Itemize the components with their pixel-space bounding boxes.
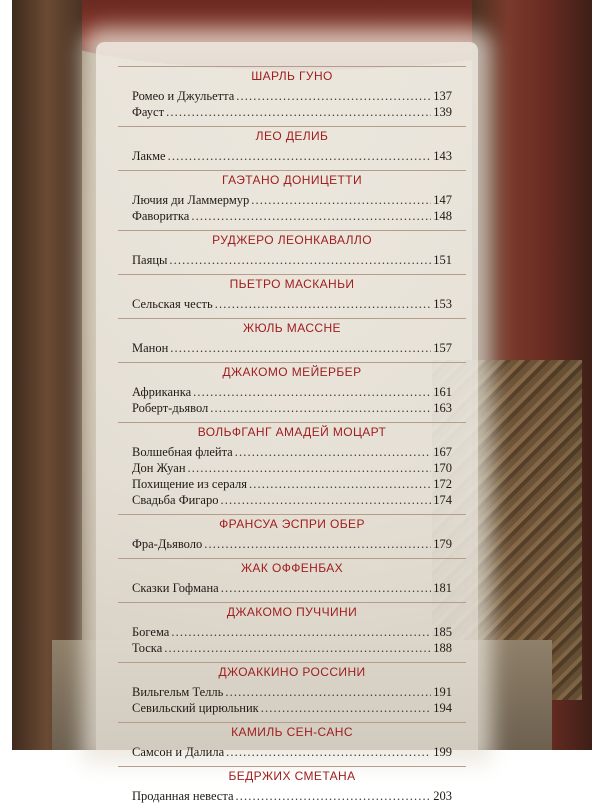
dot-leader [164,640,431,656]
dot-leader [236,88,431,104]
page-number: 194 [433,701,452,715]
composer-heading: ЛЕО ДЕЛИБ [118,126,466,145]
page-number: 157 [433,341,452,355]
composer-heading: БЕДРЖИХ СМЕТАНА [118,766,466,785]
page-number: 174 [433,493,452,507]
opera-title: Проданная невеста [132,789,234,803]
opera-title: Богема [132,625,170,639]
dot-leader [215,296,432,312]
composer-heading: ЖАК ОФФЕНБАХ [118,558,466,577]
page-number: 153 [433,297,452,311]
toc-entry[interactable] [132,208,452,224]
opera-title: Волшебная флейта [132,445,233,459]
opera-title: Фаворитка [132,209,190,223]
dot-leader [225,684,431,700]
page-number: 161 [433,385,452,399]
opera-title: Свадьба Фигаро [132,493,219,507]
dot-leader [204,536,431,552]
toc-entry[interactable] [132,624,452,640]
opera-title: Манон [132,341,169,355]
toc-entry[interactable] [132,684,452,700]
toc-entry[interactable] [132,88,452,104]
opera-title: Фауст [132,105,165,119]
page-number: 148 [433,209,452,223]
toc-entry[interactable] [132,444,452,460]
page-number: 163 [433,401,452,415]
dot-leader [226,744,431,760]
opera-title: Африканка [132,385,192,399]
toc-entry[interactable] [132,492,452,508]
dot-leader [191,208,431,224]
opera-title: Самсон и Далила [132,745,225,759]
opera-title: Тоска [132,641,163,655]
dot-leader [188,460,432,476]
stage-curtain-left [12,0,82,750]
toc-entry[interactable] [132,476,452,492]
toc-entry[interactable] [132,788,452,804]
dot-leader [261,700,432,716]
opera-title: Роберт-дьявол [132,401,209,415]
opera-title: Сельская честь [132,297,213,311]
dot-leader [221,580,432,596]
opera-title: Вильгельм Телль [132,685,224,699]
page-number: 185 [433,625,452,639]
toc-entry[interactable] [132,340,452,356]
opera-title: Ромео и Джульетта [132,89,235,103]
toc-entry[interactable] [132,400,452,416]
page-number: 203 [433,789,452,803]
toc-entry[interactable] [132,580,452,596]
dot-leader [210,400,431,416]
toc-entry[interactable] [132,700,452,716]
toc-entry[interactable] [132,296,452,312]
page-number: 188 [433,641,452,655]
composer-heading: ДЖАКОМО МЕЙЕРБЕР [118,362,466,381]
toc-entry[interactable] [132,744,452,760]
opera-title: Дон Жуан [132,461,186,475]
dot-leader [236,788,432,804]
composer-heading: ШАРЛЬ ГУНО [118,66,466,85]
toc-entry[interactable] [132,384,452,400]
opera-title: Лакме [132,149,166,163]
table-of-contents [132,66,452,804]
dot-leader [171,624,431,640]
composer-heading: ФРАНСУА ЭСПРИ ОБЕР [118,514,466,533]
page-number: 151 [433,253,452,267]
composer-heading: РУДЖЕРО ЛЕОНКАВАЛЛО [118,230,466,249]
page-number: 167 [433,445,452,459]
toc-entry[interactable] [132,148,452,164]
page-number: 199 [433,745,452,759]
toc-entry[interactable] [132,640,452,656]
dot-leader [168,148,432,164]
dot-leader [193,384,431,400]
page-number: 170 [433,461,452,475]
toc-entry[interactable] [132,192,452,208]
page-number: 179 [433,537,452,551]
dot-leader [235,444,432,460]
toc-entry[interactable] [132,252,452,268]
page-number: 172 [433,477,452,491]
page-number: 137 [433,89,452,103]
composer-heading: ДЖАКОМО ПУЧЧИНИ [118,602,466,621]
dot-leader [170,340,431,356]
page-number: 139 [433,105,452,119]
opera-title: Сказки Гофмана [132,581,219,595]
composer-heading: ВОЛЬФГАНГ АМАДЕЙ МОЦАРТ [118,422,466,441]
toc-entry[interactable] [132,460,452,476]
page-number: 181 [433,581,452,595]
dot-leader [220,492,431,508]
opera-title: Севильский цирюльник [132,701,259,715]
composer-heading: ДЖОАККИНО РОССИНИ [118,662,466,681]
opera-title: Фра-Дьяволо [132,537,203,551]
opera-title: Похищение из сераля [132,477,248,491]
composer-heading: ЖЮЛЬ МАССНЕ [118,318,466,337]
composer-heading: КАМИЛЬ СЕН-САНС [118,722,466,741]
dot-leader [251,192,431,208]
page-number: 191 [433,685,452,699]
page-number: 143 [433,149,452,163]
page-number: 147 [433,193,452,207]
dot-leader [166,104,431,120]
composer-heading: ГАЭТАНО ДОНИЦЕТТИ [118,170,466,189]
composer-heading: ПЬЕТРО МАСКАНЬИ [118,274,466,293]
opera-title: Паяцы [132,253,168,267]
opera-title: Лючия ди Ламмермур [132,193,250,207]
toc-entry[interactable] [132,536,452,552]
dot-leader [169,252,431,268]
dot-leader [249,476,431,492]
toc-entry[interactable] [132,104,452,120]
